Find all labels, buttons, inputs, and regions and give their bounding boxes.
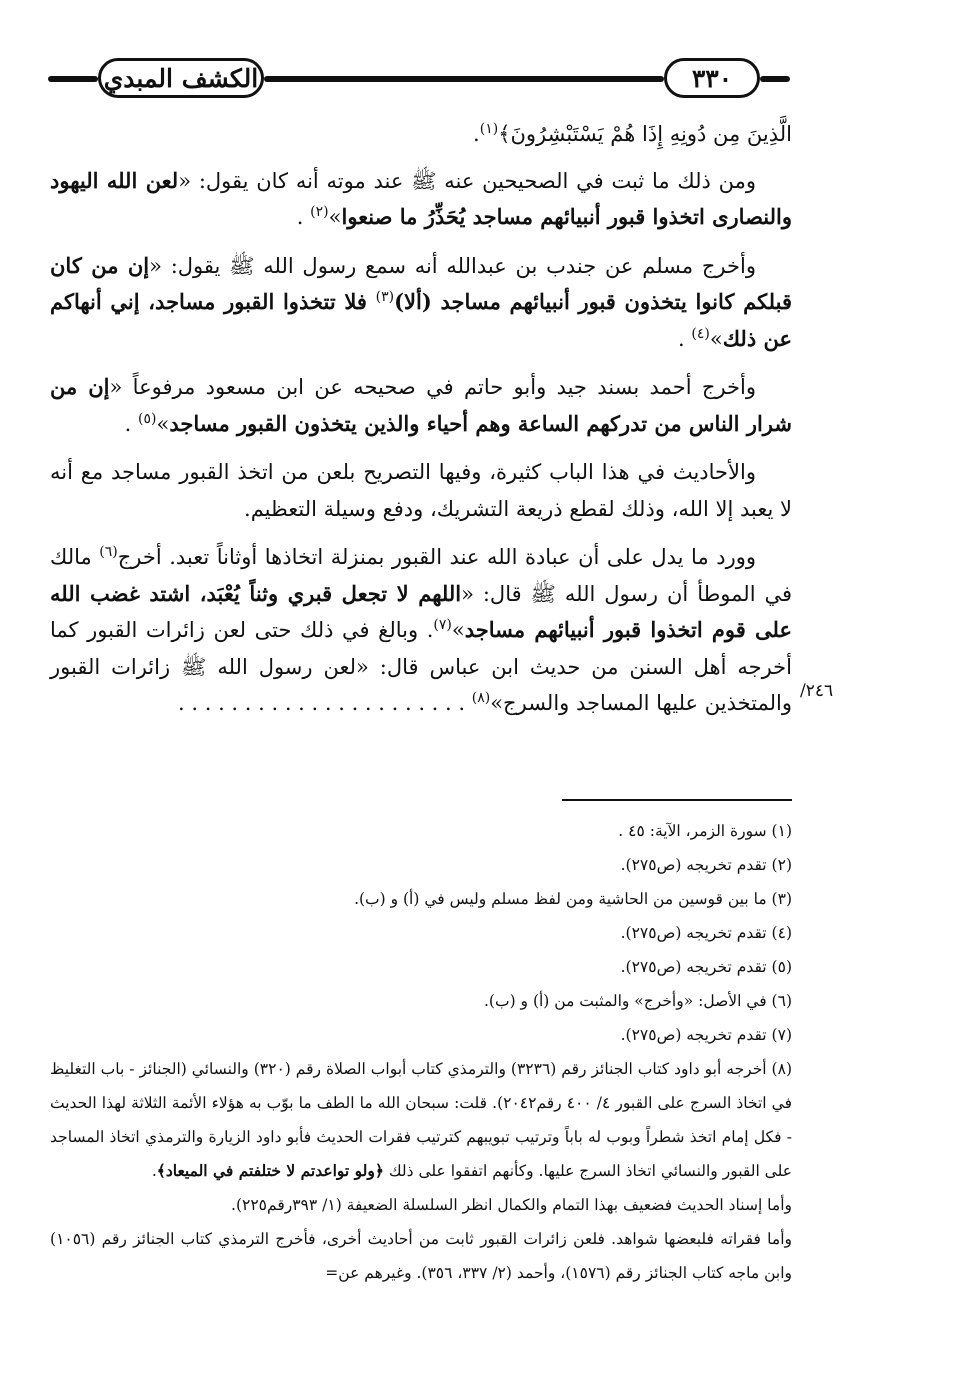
footnote-2: (٢) تقدم تخريجه (ص٢٧٥). <box>620 856 792 874</box>
header-rule-right <box>760 76 790 82</box>
hadith-text: فلا تتخذوا القبور مساجد، إني أنهاكم عن ذلك <box>50 289 792 351</box>
header-rule-middle <box>264 76 664 82</box>
footnote-8-continued: وأما إسناد الحديث فضعيف بهذا التمام والكمال انظر السلسلة الضعيفة (١/ ٣٩٣رقم٢٢٥). <box>231 1196 792 1214</box>
running-header <box>48 54 790 104</box>
page-number: ٣٣٠ <box>691 63 733 93</box>
paragraph: ومن ذلك ما ثبت في الصحيحين عنه ﷺ عند موته أنه كان يقول: «لعن الله اليهود والنصارى اتخذوا قبور أنبيائهم مساجد يُحَذِّرُ ما صنعوا»$^{(٢)}$ . <box>50 167 792 229</box>
footnote-3: (٣) ما بين قوسين من الحاشية ومن لفظ مسلم وليس في (أ) و (ب). <box>354 890 792 908</box>
quran-verse: ﴿ولو تواعدتم لا ختلفتم في الميعاد﴾ <box>156 1161 384 1180</box>
paragraph: وأخرج أحمد بسند جيد وأبو حاتم في صحيحه عن ابن مسعود مرفوعاً «إن من شرار الناس من تدركهم الساعة وهم أحياء والذين يتخذون القبور مساجد»$^{(٥)}$ . <box>50 374 792 436</box>
paragraph: وأخرج مسلم عن جندب بن عبدالله أنه سمع رسول الله ﷺ يقول: «إن من كان قبلكم كانوا يتخذون قبور أنبيائهم مساجد (ألا)$^{(٣)}$ فلا تتخذوا القبور مساجد، إني أنهاكم عن ذلك»$^{(٤)}$ . <box>50 252 793 351</box>
main-text <box>50 116 792 734</box>
footnote-6: (٦) في الأصل: «وأخرج» والمثبت من (أ) و (ب). <box>484 992 792 1010</box>
footnote-ref[interactable]: (٦) <box>99 544 118 560</box>
page-number-cartouche <box>664 58 760 98</box>
footnotes <box>50 814 792 1290</box>
hadith-text: اللهم لا تجعل قبري وثناً يُعْبَد، اشتد غضب الله على قوم اتخذوا قبور أنبيائهم مساجد <box>50 580 792 642</box>
book-title-cartouche <box>98 58 264 98</box>
footnote-8: (٨) أخرجه أبو داود كتاب الجنائز رقم (٣٢٣٦) والترمذي كتاب أبواب الصلاة رقم (٣٢٠) والنسائي (الجنائز - باب التغليظ في اتخاذ السرج على القبور ٤/ ٤٠٠ رقم٢٠٤٢). قلت: سبحان الله ما الطف ما بوّب به هؤلاء الأئمة الثلاثة لهذا الحديث - فكل إمام اتخذ شطراً وبوب له باباً وترتيب تبويبهم كترتيب فقرات الحديث فأبو داود الزيارة والترمذي اتخاذ المساجد على القبور والنسائي اتخاذ السرج عليها. وكأنهم اتفقوا على ذلك ﴿ولو تواعدتم لا ختلفتم في الميعاد﴾. <box>50 1060 793 1180</box>
hadith-text: لعن الله اليهود والنصارى اتخذوا قبور أنبيائهم مساجد يُحَذِّرُ ما صنعوا <box>50 167 792 229</box>
footnote-ref[interactable]: (٤) <box>691 325 710 342</box>
dotted-leader: . . . . . . . . . . . . . . . . . . . . . . <box>178 691 472 715</box>
footnote-ref[interactable]: (٣) <box>375 289 395 305</box>
footnote-1: (١) سورة الزمر، الآية: ٤٥ . <box>618 822 792 840</box>
footnote-ref[interactable]: (٢) <box>310 204 329 220</box>
footnote-separator <box>562 799 792 801</box>
footnote-ref[interactable]: (٥) <box>138 410 157 427</box>
hadith-text: إن من كان قبلكم كانوا يتخذون قبور أنبيائهم مساجد (ألا) <box>50 252 793 314</box>
book-title: الكشف المبدي <box>103 63 259 93</box>
paragraph: وورد ما يدل على أن عبادة الله عند القبور بمنزلة اتخاذها أوثاناً تعبد. أخرج$^{(٦)}$ مالك في الموطأ أن رسول الله ﷺ قال: «اللهم لا تجعل قبري وثناً يُعْبَد، اشتد غضب الله على قوم اتخذوا قبور أنبيائهم مساجد»$^{(٧)}$. وبالغ في ذلك حتى لعن زائرات القبور كما أخرجه أهل السنن من حديث ابن عباس قال: «لعن رسول الله ﷺ زائرات القبور والمتخذين عليها المساجد والسرج»$^{(٨)}$ . . . . . . . . . . . . . . . . . . . . . . <box>50 544 792 715</box>
footnote-ref[interactable]: (١) <box>479 121 499 137</box>
footnote-ref[interactable]: (٨) <box>471 690 491 706</box>
footnote-5: (٥) تقدم تخريجه (ص٢٧٥). <box>620 958 792 976</box>
footnote-7: (٧) تقدم تخريجه (ص٢٧٥). <box>620 1026 792 1044</box>
paragraph: والأحاديث في هذا الباب كثيرة، وفيها التصريح بلعن من اتخذ القبور مساجد مع أنه لا يعبد إلا الله، وذلك لقطع ذريعة التشريك، ودفع وسيلة التعظيم. <box>50 460 792 521</box>
hadith-text: إن من شرار الناس من تدركهم الساعة وهم أحياء والذين يتخذون القبور مساجد <box>50 374 792 436</box>
margin-page-reference: /٢٤٦ <box>800 681 834 701</box>
footnote-4: (٤) تقدم تخريجه (ص٢٧٥). <box>620 924 792 942</box>
footnote-8-continued: وأما فقراته فلبعضها شواهد. فلعن زائرات القبور ثابت من أحاديث أخرى، فأخرج الترمذي كتاب الجنائز رقم (١٠٥٦) وابن ماجه كتاب الجنائز رقم (١٥٧٦)، وأحمد (٢/ ٣٣٧، ٣٥٦). وغيرهم عن= <box>50 1230 792 1282</box>
footnote-ref[interactable]: (٧) <box>433 617 452 633</box>
verse-continuation: الَّذِينَ مِن دُونِهِ إِذَا هُمْ يَسْتَبْشِرُونَ﴾$^{(١)}$. <box>473 121 792 146</box>
header-rule-left <box>48 76 98 82</box>
